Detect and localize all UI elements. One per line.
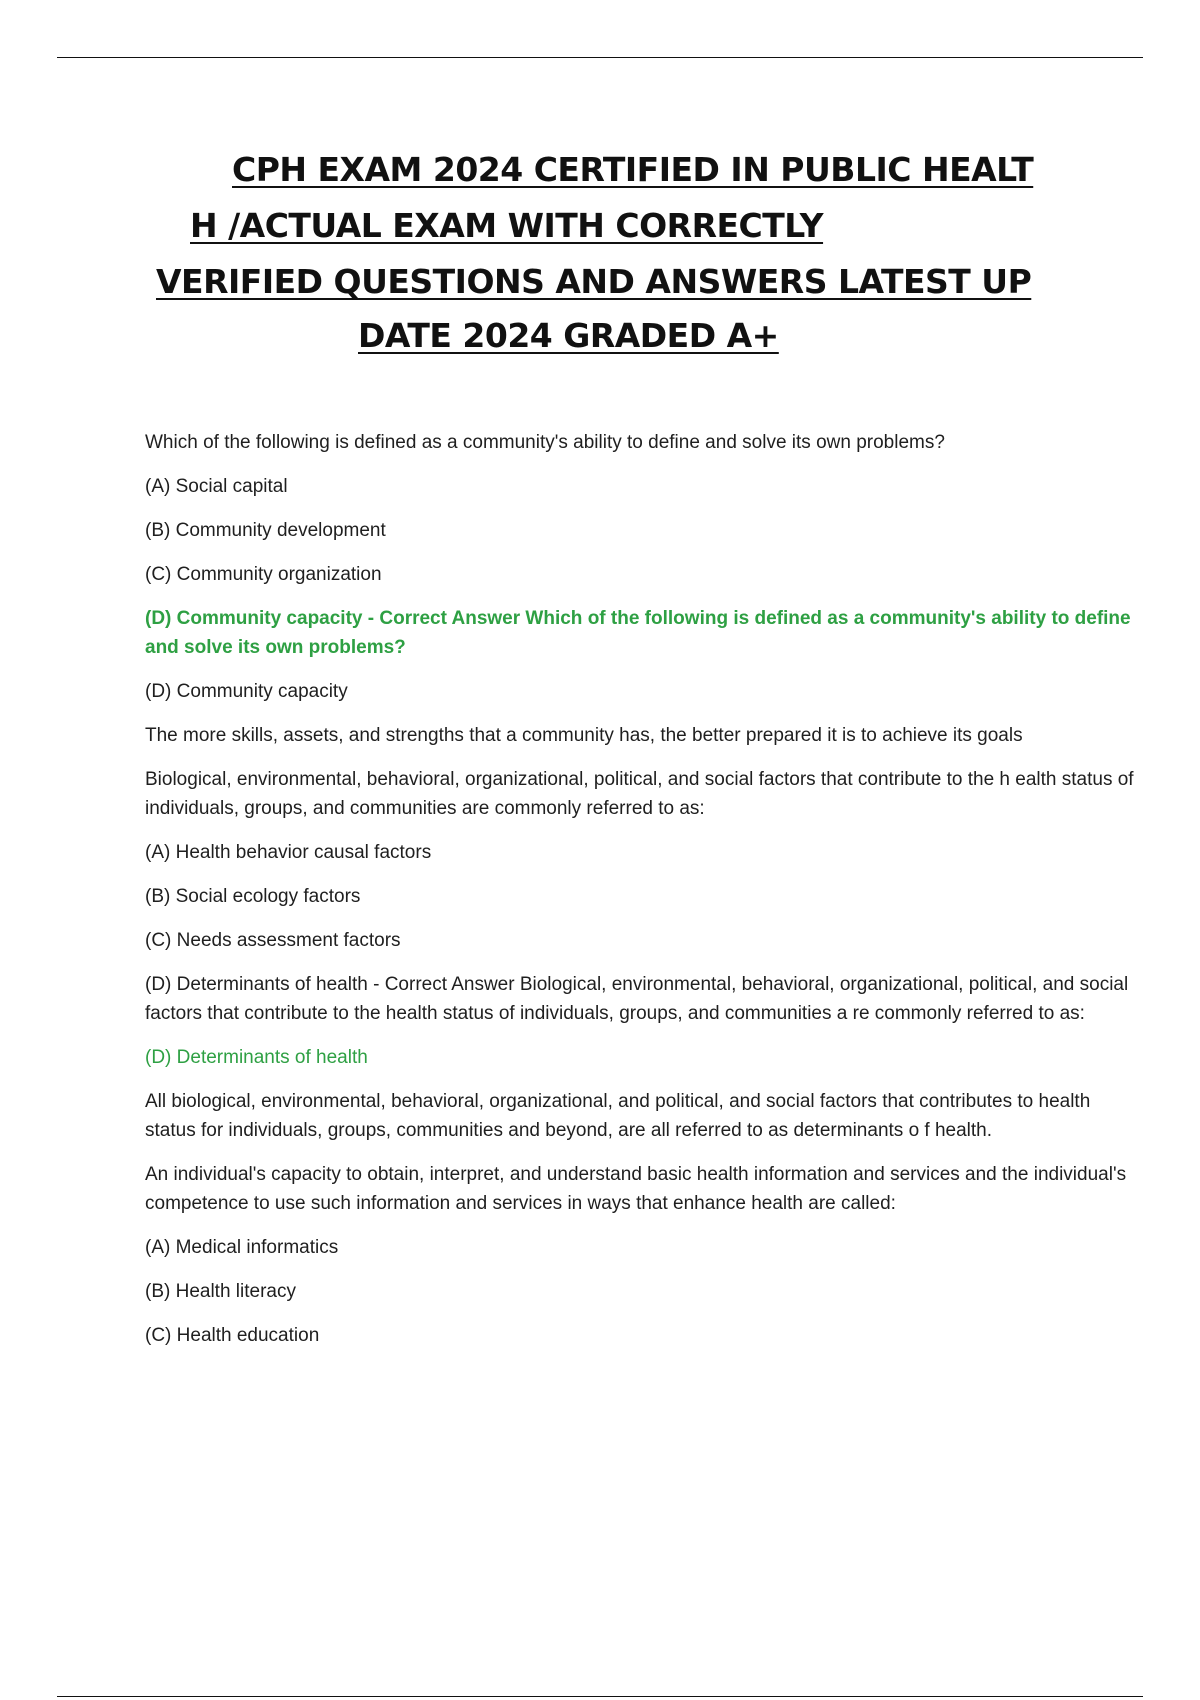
option-a: (A) Social capital (145, 476, 288, 497)
answer-line: (D) Community capacity (145, 681, 348, 702)
answer-highlight: (D) Determinants of health (145, 1047, 368, 1068)
title-line-3: VERIFIED QUESTIONS AND ANSWERS LATEST UP (156, 262, 1032, 301)
option-a: (A) Health behavior causal factors (145, 842, 432, 863)
question-3: An individual's capacity to obtain, interpret, and understand basic health information and services and the individual's competence to use such information and services in ways that enhance health are called: (145, 1164, 1127, 1214)
option-c: (C) Needs assessment factors (145, 930, 401, 951)
option-b: (B) Health literacy (145, 1281, 296, 1302)
correct-answer-line: (D) Determinants of health - Correct Answer Biological, environmental, behavioral, organizational, political, and social factors that contribute to the health status of individuals, groups, and communities a re commonly referred to as: (145, 974, 1129, 1024)
explanation: All biological, environmental, behavioral, organizational, and political, and social factors that contributes to health status for individuals, groups, communities and beyond, are all referred to as determinants o f health. (145, 1091, 1091, 1141)
title-line-4: DATE 2024 GRADED A+ (358, 316, 779, 355)
bottom-rule (57, 1696, 1143, 1697)
title-line-1: CPH EXAM 2024 CERTIFIED IN PUBLIC HEALT (232, 150, 1034, 189)
option-b: (B) Community development (145, 520, 386, 541)
option-b: (B) Social ecology factors (145, 886, 361, 907)
question-2: Biological, environmental, behavioral, organizational, political, and social factors that contribute to the h ealth status of individuals, groups, and communities are commonly referred to as: (145, 769, 1134, 819)
option-c: (C) Community organization (145, 564, 382, 585)
correct-answer-highlight: (D) Community capacity - Correct Answer Which of the following is defined as a community's ability to define and solve its own problems? (145, 608, 1131, 658)
question-1: Which of the following is defined as a community's ability to define and solve its own problems? (145, 432, 945, 453)
option-c: (C) Health education (145, 1325, 320, 1346)
top-rule (57, 57, 1143, 58)
option-a: (A) Medical informatics (145, 1237, 339, 1258)
document-body (145, 428, 1145, 1365)
explanation: The more skills, assets, and strengths that a community has, the better prepared it is to achieve its goals (145, 725, 1023, 746)
title-line-2: H /ACTUAL EXAM WITH CORRECTLY (190, 206, 824, 245)
